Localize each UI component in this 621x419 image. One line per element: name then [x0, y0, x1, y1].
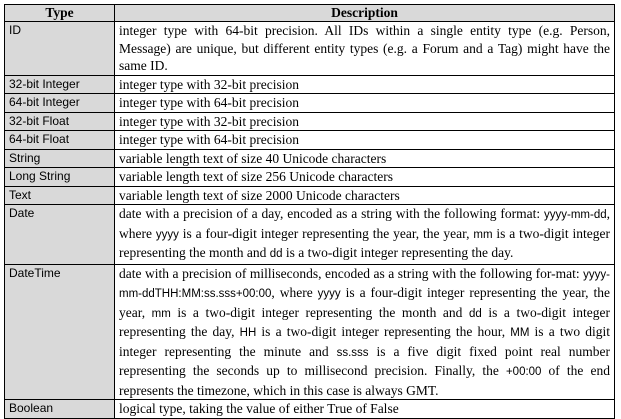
- description-cell: [115, 168, 615, 187]
- description-cell: [115, 400, 615, 419]
- description-text: is a two-digit integer representing the day.: [282, 245, 514, 260]
- type-cell: Long String: [5, 168, 115, 187]
- data-types-table: [4, 4, 615, 419]
- table-row: [5, 131, 615, 150]
- table-row: [5, 94, 615, 113]
- code-fragment: yyyy-mm-dd: [544, 209, 607, 221]
- type-cell: Boolean: [5, 400, 115, 419]
- description-cell: [115, 264, 615, 400]
- code-fragment: HH: [239, 327, 257, 339]
- code-fragment: yyyy-mm-ddTHH:MM:ss.sss+00:00: [119, 268, 610, 300]
- description-cell: [115, 75, 615, 94]
- description-text: is a two-digit integer representing the month and: [170, 304, 469, 320]
- table-row: [5, 22, 615, 76]
- description-text: , where: [119, 206, 610, 241]
- description-text: is a two-digit integer representing the day,: [119, 304, 610, 339]
- description-cell: [115, 131, 615, 150]
- code-fragment: yyyy: [155, 228, 179, 241]
- code-fragment: MM: [510, 327, 530, 339]
- table-row: [5, 400, 615, 419]
- description-text: variable length text of size 40 Unicode characters: [119, 150, 387, 166]
- code-fragment: +00:00: [505, 366, 542, 378]
- code-fragment: dd: [468, 307, 482, 320]
- table-row: [5, 149, 615, 168]
- type-cell: 32-bit Float: [5, 112, 115, 131]
- type-cell: 32-bit Integer: [5, 75, 115, 94]
- description-text: date with a precision of milliseconds, encoded as a string with the following for-mat:: [119, 265, 584, 281]
- description-text: variable length text of size 2000 Unicode characters: [119, 187, 400, 203]
- description-text: , where: [271, 285, 318, 300]
- type-cell: Text: [5, 186, 115, 205]
- code-fragment: mm: [473, 228, 493, 241]
- description-text: is a four-digit integer representing the year, the year,: [178, 225, 474, 241]
- description-text: integer type with 32-bit precision: [119, 113, 299, 129]
- description-text: is a two-digit integer representing the hour,: [256, 324, 511, 339]
- header-type: Type: [5, 5, 115, 22]
- description-text: is a four-digit integer representing the year, the year,: [119, 285, 611, 320]
- table-row: [5, 112, 615, 131]
- code-fragment: yyyy: [317, 288, 341, 300]
- code-fragment: mm: [151, 307, 171, 320]
- description-text: integer type with 64-bit precision. All IDs within a single entity type (e.g. Person, Message) are unique, but different entity types (e.g. a Forum and a Tag) might have the same ID.: [119, 23, 610, 73]
- type-cell: 64-bit Float: [5, 131, 115, 150]
- header-row: [5, 5, 615, 22]
- description-cell: [115, 149, 615, 168]
- description-text: is a five digit fixed point real number representing the seconds up to millisecond precision. Finally, the: [119, 343, 610, 378]
- description-cell: [115, 205, 615, 265]
- description-text: integer type with 32-bit precision: [119, 76, 299, 92]
- type-cell: DateTime: [5, 264, 115, 400]
- description-cell: [115, 186, 615, 205]
- description-cell: [115, 22, 615, 76]
- type-cell: Date: [5, 205, 115, 265]
- description-text: logical type, taking the value of either True of False: [119, 401, 399, 416]
- table-row: [5, 168, 615, 187]
- type-cell: 64-bit Integer: [5, 94, 115, 113]
- description-text: date with a precision of a day, encoded as a string with the following format:: [119, 206, 544, 221]
- type-cell: String: [5, 149, 115, 168]
- code-fragment: ss.sss: [336, 346, 369, 359]
- description-text: is a two-digit integer representing the month and: [119, 225, 610, 260]
- description-text: integer type with 64-bit precision: [119, 132, 299, 147]
- description-text: is a two digit integer representing the minute and: [119, 324, 610, 359]
- table-row: [5, 264, 615, 400]
- description-cell: [115, 112, 615, 131]
- description-text: integer type with 64-bit precision: [119, 95, 299, 110]
- description-text: of the end represents the timezone, which in this case is always GMT.: [119, 363, 610, 398]
- description-cell: [115, 94, 615, 113]
- description-text: variable length text of size 256 Unicode characters: [119, 169, 394, 184]
- table-row: [5, 186, 615, 205]
- type-cell: ID: [5, 22, 115, 76]
- table-row: [5, 75, 615, 94]
- table-body: [5, 22, 615, 419]
- header-description: Description: [115, 5, 615, 22]
- table-row: [5, 205, 615, 265]
- code-fragment: dd: [269, 248, 283, 260]
